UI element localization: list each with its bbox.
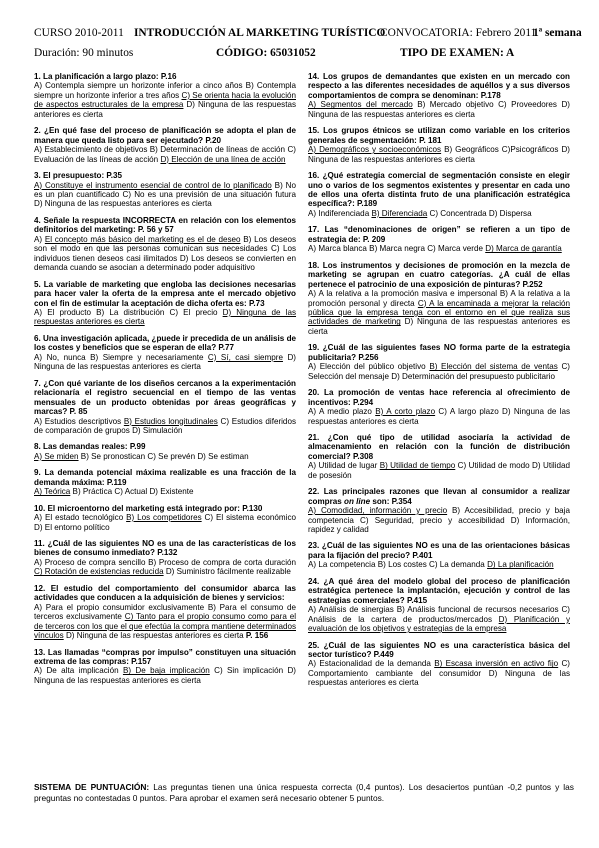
question-number: 17.: [308, 225, 320, 235]
question-text: [308, 126, 570, 145]
answer-text: A) El estado tecnológico: [34, 513, 127, 523]
answer-options: [308, 407, 570, 425]
answer-text: D) Suministro fácilmente realizable: [163, 567, 291, 577]
question-text: [308, 577, 570, 605]
question-statement: ¿Cuál de las siguientes NO es una característica básica del sector turístico? P.449: [308, 640, 570, 660]
question-text: [308, 487, 570, 506]
question-24: [308, 577, 570, 634]
correct-answer: B) A corto plazo: [375, 407, 436, 417]
question-number: 25.: [308, 640, 320, 650]
correct-answer: D) La planificación: [487, 560, 554, 570]
question-18: [308, 261, 570, 337]
question-statement: ¿Qué estrategia comercial de segmentación consiste en elegir uno o varios de los segmentos existentes y presentar en cada uno de ellos una oferta distinta fruto de una planificación estratégica específica?: P.189: [308, 171, 570, 209]
subject-title-wrap: [134, 27, 385, 39]
question-5: [34, 280, 296, 327]
question-statement: El microentorno del marketing está integrado por: P.130: [47, 503, 263, 513]
question-4: [34, 216, 296, 273]
question-number: 9.: [34, 468, 41, 478]
question-20: [308, 388, 570, 426]
question-number: 1.: [34, 72, 41, 81]
type-wrap: [400, 47, 514, 59]
question-text: [308, 72, 570, 100]
answer-text: A) Análisis de sinergias B) Análisis funcional de recursos necesarios C) Análisis de la cartera de productos/mercados: [308, 605, 570, 624]
question-number: 20.: [308, 388, 320, 398]
answer-options: [34, 353, 296, 371]
answer-text: A) Elección del público objetivo: [308, 362, 430, 372]
answer-options: [34, 452, 249, 461]
answer-options: [34, 513, 296, 531]
duration-wrap: [34, 47, 133, 59]
answer-text: B) Accesibilidad, precio y baja competencia C) Seguridad, precio y accesibilidad D) Información, rapidez y calidad: [308, 506, 570, 535]
question-statement: Las principales razones que llevan al consumidor a realizar compras on line son: P.354: [308, 487, 570, 506]
answer-options: [308, 289, 570, 336]
question-number: 10.: [34, 503, 46, 513]
question-text: [34, 334, 296, 353]
question-number: 13.: [34, 647, 46, 657]
question-statement: Las demandas reales: P.99: [43, 442, 146, 452]
code-wrap: [216, 47, 316, 59]
exam-type: TIPO DE EXAMEN: A: [400, 47, 515, 59]
question-21: [308, 433, 570, 480]
question-number: 4.: [34, 215, 41, 225]
answer-options: [308, 506, 570, 534]
question-text: [34, 216, 296, 235]
exam-week: 1ª semana: [533, 27, 582, 39]
correct-answer: A) Segmentos del mercado: [308, 100, 413, 110]
answer-text: C) Estudios diferidos de comparación de grupos D) Simulación: [34, 416, 296, 435]
correct-answer: D) Elección de una línea de acción: [160, 154, 286, 164]
question-statement: ¿Con qué tipo de utilidad asociaría la actividad de almacenamiento en relación con la función de distribución comercial? P.308: [308, 432, 571, 461]
question-number: 15.: [308, 126, 320, 136]
question-16: [308, 171, 570, 218]
question-statement: La planificación a largo plazo: P.16: [43, 72, 177, 81]
question-text: [308, 541, 570, 560]
call-wrap: [380, 27, 536, 39]
correct-answer: C) Tanto para el propio consumo como para el de terceros con los que el que efectúa la compra mantiene determinados vínculos: [34, 612, 296, 641]
answer-text: A) Indiferenciada: [308, 208, 372, 218]
answer-text: A) Estudios descriptivos: [34, 416, 124, 426]
question-text: [308, 261, 570, 289]
answer-text: A) Estacionalidad de la demanda: [308, 659, 435, 669]
exam-duration: Duración: 90 minutos: [34, 47, 134, 59]
scoring-system: [34, 782, 574, 803]
question-statement: El presupuesto: P.35: [43, 171, 123, 181]
subject-title: INTRODUCCIÓN AL MARKETING TURÍSTICO: [134, 27, 386, 39]
question-statement: ¿En qué fase del proceso de planificación se adopta el plan de manera que queda listo para ser ejecutado? P.20: [34, 126, 297, 145]
correct-answer: B) Escasa inversión en activo fijo: [434, 659, 559, 669]
answer-text: A): [34, 234, 45, 244]
correct-answer: C) A la encaminada a mejorar la relación pública que la empresa tenga con el entorno en el que realiza sus actividades de marketing: [308, 298, 571, 327]
question-number: 24.: [308, 576, 320, 586]
question-statement: Las llamadas “compras por impulso” constituyen una situación extrema de las compras: P.157: [34, 647, 297, 667]
answer-text: C) Concentrada D) Dispersa: [427, 208, 532, 218]
question-text: [34, 504, 296, 513]
answer-options: [34, 603, 296, 640]
answer-text: D) Ninguna de las respuestas anteriores es cierta: [63, 631, 246, 641]
question-12: [34, 584, 296, 641]
question-number: 8.: [34, 442, 41, 452]
correct-answer: B) De baja implicación: [122, 666, 210, 676]
answer-text: B) Geográficos C)Psicográficos D) Ninguna de las respuestas anteriores es cierta: [308, 145, 570, 164]
answer-text: D) Ninguna de las respuestas anteriores es cierta: [34, 352, 296, 372]
question-10: [34, 504, 296, 532]
question-statement: La variable de marketing que engloba las decisiones necesarias para hacer valer la oferta de la empresa ante el mercado objetivo con el fin de estimular la aceptación de dicha oferta es: P.73: [34, 279, 296, 308]
question-6: [34, 334, 296, 372]
question-text: [308, 343, 570, 362]
question-text: [308, 225, 570, 244]
question-number: 11.: [34, 539, 45, 549]
correct-answer: A) Teórica: [34, 487, 71, 497]
answer-options: [308, 659, 570, 687]
question-8: [34, 442, 296, 461]
correct-answer: C) Rotación de existencias reducida: [34, 567, 164, 577]
answer-options: [34, 181, 296, 209]
scoring-label: SISTEMA DE PUNTUACIÓN:: [34, 782, 150, 792]
answer-text: A) No, nunca B) Siempre y necesariamente: [34, 352, 208, 362]
question-25: [308, 641, 570, 688]
answer-text: A) Para el propio consumidor exclusivamente B) Para el consumo de terceros exclusivamente: [34, 602, 296, 622]
answer-options: [34, 487, 194, 496]
answer-text: P. 156: [245, 631, 269, 641]
correct-answer: C) Se orienta hacia la evolución de aspectos estructurales de la empresa: [34, 90, 296, 110]
answer-text: A) Contempla siempre un horizonte inferior a cinco años B) Contempla siempre un horizonte inferior a tres años: [34, 81, 296, 100]
question-1: [34, 72, 296, 119]
question-13: [34, 648, 296, 686]
header-row-1: [34, 27, 124, 39]
answer-text: A) Marca blanca B) Marca negra C) Marca verde: [308, 244, 486, 254]
question-statement: ¿Cuál de las siguientes fases NO forma parte de la estrategia publicitaria? P.256: [308, 343, 570, 362]
scoring-text: Las preguntas tienen una única respuesta correcta (0,4 puntos). Los desaciertos puntúan -0,2 puntos y las preguntas no contestadas 0 puntos. Para aprobar el examen será necesario obtener 5 puntos.: [34, 782, 574, 803]
answer-text: A) A medio plazo: [308, 407, 376, 417]
answer-text: A) A la relativa a la promoción masiva e impersonal B) A la relativa a la promoción personal y directa: [308, 289, 570, 308]
answer-text: B) Práctica C) Actual D) Existente: [70, 487, 194, 497]
question-text: [34, 584, 296, 603]
answer-options: [308, 244, 562, 253]
question-statement: Una investigación aplicada, ¿puede ir precedida de un análisis de los costes y beneficios que se esperan de ella? P.77: [34, 333, 297, 353]
question-statement: Los grupos étnicos se utilizan como variable en los criterios generales de segmentación: P. 181: [308, 126, 570, 145]
answer-text: B) No es un plan cuantificado C) No es una previsión de una situación futura D) Ninguna de las respuestas anteriores es cierta: [34, 180, 296, 209]
question-number: 7.: [34, 378, 41, 388]
question-text: [308, 171, 570, 209]
answer-text: A) De alta implicación: [34, 666, 123, 676]
question-14: [308, 72, 570, 119]
question-11: [34, 539, 296, 577]
question-text: [34, 379, 296, 417]
correct-answer: A) Comodidad, información y precio: [308, 506, 448, 516]
answer-options: [34, 417, 296, 435]
exam-code: CÓDIGO: 65031052: [216, 47, 316, 59]
question-number: 23.: [308, 541, 320, 551]
question-2: [34, 126, 296, 164]
answer-options: [34, 235, 296, 272]
course-year: CURSO 2010-2011: [34, 27, 124, 39]
question-19: [308, 343, 570, 381]
question-text: [34, 648, 296, 667]
answer-text: C) El sistema económico D) El entorno político: [34, 513, 296, 532]
answer-text: D) Ninguna de las respuestas anteriores es cierta: [308, 317, 570, 336]
answer-text: C) Sin implicación D) Ninguna de las respuestas anteriores es cierta: [34, 666, 296, 685]
answer-text: C) Selección del mensaje D) Determinación del presupuesto publicitario: [308, 362, 571, 381]
question-number: 12.: [34, 583, 46, 593]
correct-answer: A) Constituye el instrumento esencial de control de lo planificado: [34, 180, 272, 190]
correct-answer: D) Marca de garantía: [485, 244, 562, 254]
question-text: [34, 126, 296, 145]
question-23: [308, 541, 570, 569]
answer-text: A) La competencia B) Los costes C) La demanda: [308, 560, 488, 570]
answer-text: A) Utilidad de lugar: [308, 461, 380, 471]
answer-text: A) El producto B) La distribución C) El precio: [34, 307, 223, 317]
question-number: 5.: [34, 279, 41, 289]
answer-options: [308, 560, 554, 569]
answer-text: C) Utilidad de modo D) Utilidad de posesión: [308, 461, 570, 480]
question-number: 3.: [34, 171, 41, 181]
question-statement: ¿Cuál de las siguientes NO es una de las características de los bienes de consumo inmediato? P.132: [34, 539, 296, 558]
question-statement: Los instrumentos y decisiones de promoción en la mezcla de marketing se agrupan en cuatro categorías. ¿A cuál de ellas pertenece el patrocinio de una exposición de pinturas? P.252: [308, 260, 570, 289]
question-number: 21.: [308, 432, 320, 442]
left-column: [34, 72, 296, 692]
question-text: [308, 433, 570, 461]
right-column: [308, 72, 570, 695]
answer-text: B) Se pronostican C) Se prevén D) Se estiman: [78, 451, 249, 461]
answer-text: A) Establecimiento de objetivos B) Determinación de líneas de acción C) Evaluación de las líneas de acción: [34, 145, 296, 164]
question-7: [34, 379, 296, 436]
question-22: [308, 487, 570, 534]
answer-options: [34, 666, 296, 684]
answer-options: [34, 308, 296, 326]
question-number: 18.: [308, 260, 320, 270]
question-text: [34, 171, 296, 180]
question-number: 19.: [308, 343, 320, 353]
question-statement: La promoción de ventas hace referencia al ofrecimiento de incentivos: P.294: [308, 388, 571, 407]
question-text: [34, 280, 296, 308]
answer-options: [34, 145, 296, 163]
correct-answer: D) Planificación y evaluación de los objetivos y estrategias de la empresa: [308, 614, 570, 634]
question-text: [308, 388, 570, 407]
question-text: [308, 641, 570, 660]
answer-text: C) Comportamiento cambiante del consumidor D) Ninguna de las respuestas anteriores es cierta: [308, 659, 570, 688]
correct-answer: D) Ninguna de las respuestas anteriores es cierta: [34, 307, 297, 327]
question-text: [34, 468, 296, 487]
question-9: [34, 468, 296, 496]
answer-text: A) Proceso de compra sencillo B) Proceso de compra de corta duración: [34, 557, 296, 567]
correct-answer: B) Estudios longitudinales: [123, 416, 218, 426]
correct-answer: B) Elección del sistema de ventas: [429, 362, 558, 372]
correct-answer: B) Utilidad de tiempo: [379, 461, 456, 471]
question-text: [34, 442, 296, 451]
question-text: [34, 539, 296, 558]
question-17: [308, 225, 570, 253]
question-statement: Señale la respuesta INCORRECTA en relación con los elementos definitorios del marketing: P. 56 y 57: [34, 215, 297, 235]
answer-options: [34, 81, 296, 118]
answer-text: B) Mercado objetivo C) Proveedores D) Ninguna de las respuestas anteriores es cierta: [308, 100, 570, 119]
question-number: 22.: [308, 487, 320, 497]
answer-text: D) Ninguna de las respuestas anteriores es cierta: [34, 100, 296, 119]
answer-text: C) A largo plazo D) Ninguna de las respuestas anteriores es cierta: [308, 407, 571, 426]
answer-options: [308, 362, 570, 380]
question-statement: El estudio del comportamiento del consumidor abarca las actividades que conducen a la adquisición de bienes y servicios:: [34, 583, 296, 603]
week-wrap: [533, 27, 582, 39]
question-statement: Las “denominaciones de origen” se refieren a un tipo de estrategia de: P. 209: [308, 225, 571, 244]
question-number: 6.: [34, 333, 41, 343]
correct-answer: B) Los competidores: [126, 513, 202, 523]
question-statement: Los grupos de demandantes que existen en un mercado con respecto a las diferentes necesidades de aquéllos y a sus diversos comportamientos de compra se denominan: P.178: [308, 72, 571, 100]
question-statement: ¿A qué área del modelo global del proceso de planificación estratégica pertenece la implantación, ejecución y control de las estrategias comerciales? P.415: [308, 576, 570, 605]
answer-text: B) Los deseos son el modo en que las personas comunican sus necesidades C) Los individuos tienen deseos casi ilimitados D) Los deseos se convierten en demanda cuando se asocian a determinado poder adquisitivo: [34, 234, 296, 273]
answer-options: [308, 145, 570, 163]
question-15: [308, 126, 570, 164]
correct-answer: B) Diferenciada: [371, 208, 428, 218]
correct-answer: A) Demográficos y socioeconómicos: [308, 145, 442, 155]
exam-call: CONVOCATORIA: Febrero 2011: [380, 27, 537, 39]
correct-answer: El concepto más básico del marketing es el de deseo: [44, 234, 241, 244]
question-number: 14.: [308, 72, 320, 81]
answer-options: [308, 209, 532, 218]
question-statement: ¿Cuál de las siguientes NO es una de las orientaciones básicas para la fijación del precio? P.401: [308, 541, 570, 560]
answer-options: [308, 100, 570, 118]
answer-options: [308, 461, 570, 479]
question-number: 2.: [34, 126, 41, 136]
answer-options: [34, 558, 296, 576]
question-3: [34, 171, 296, 209]
correct-answer: A) Se miden: [34, 451, 79, 461]
correct-answer: C) Sí, casi siempre: [207, 352, 283, 362]
question-number: 16.: [308, 171, 320, 181]
answer-options: [308, 605, 570, 633]
question-statement: ¿Con qué variante de los diseños cercanos a la experimentación relacionaría el registro secuencial en el tiempo de las ventas mensuales de un producto obtenidas por áreas geográficas y marcas? P. 85: [34, 378, 297, 417]
question-statement: La demanda potencial máxima realizable es una fracción de la demanda máxima: P.119: [34, 468, 297, 487]
question-text: [34, 72, 296, 81]
